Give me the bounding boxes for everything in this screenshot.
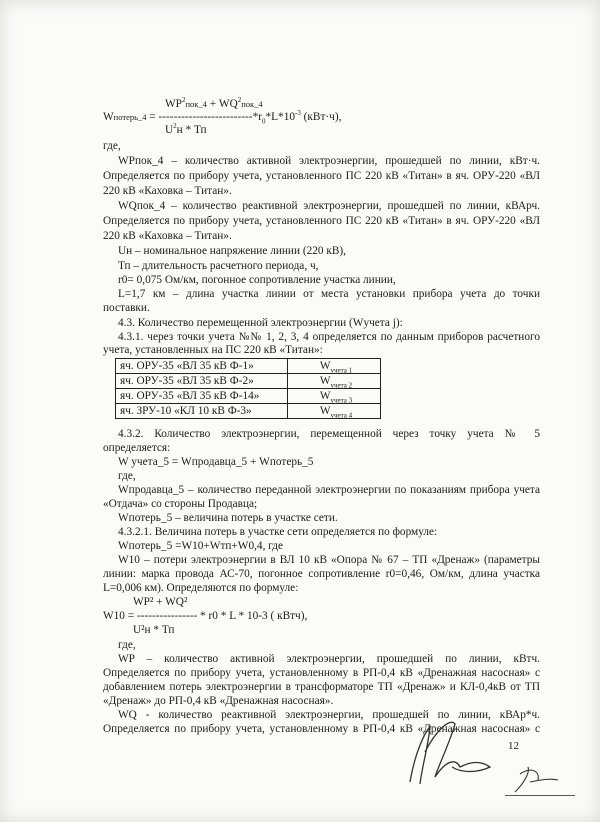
wq-line: Определяется по прибору учета, установленного ПС 220 кВ «Титан» в яч. ОРУ-220 «ВЛ	[103, 215, 540, 227]
cell: яч. ОРУ-35 «ВЛ 35 кВ Ф-14»	[116, 389, 288, 404]
wp-line: Определяется по прибору учета, установленного ПС 220 кВ «Титан» в яч. ОРУ-220 «ВЛ	[103, 170, 540, 182]
f2-tail: * r0 * L * 10-3 ( кВтч),	[197, 610, 308, 622]
w: W	[319, 389, 331, 402]
w: W	[319, 374, 331, 387]
w-sub: учета 2	[330, 380, 353, 389]
f1-lhs: W	[103, 111, 114, 123]
where-label: где,	[103, 140, 121, 152]
wprod-def: «Отдача» со стороны Продавца;	[103, 498, 258, 510]
cell: яч. ЗРУ-10 «КЛ 10 кВ Ф-3»	[116, 404, 288, 419]
f2-lhs: W10 =	[103, 610, 137, 622]
f1-tsub: 0	[262, 117, 266, 126]
table-row	[116, 389, 381, 404]
f2-line	[103, 610, 540, 623]
f1-plus: +	[206, 98, 219, 110]
section-4-3: 4.3. Количество перемещенной электроэнергии (Wучета j):	[118, 317, 403, 329]
f1-tail3: (кВт·ч),	[300, 111, 342, 123]
w10-def: L=0,006 км). Определяются по формуле:	[103, 582, 299, 594]
wp-line: WPпок_4 – количество активной электроэнергии, прошедшей по линии, кВт·ч.	[118, 155, 540, 167]
f1-b: WQ	[218, 98, 238, 110]
w-sub: учета 4	[330, 410, 353, 419]
r0-def: r0= 0,075 Ом/км, погонное сопротивление участка линии,	[118, 274, 396, 286]
section-4-3-1: 4.3.1. через точки учета №№ 1, 2, 3, 4 определяется по данным приборов расчетного	[118, 331, 540, 343]
l-def: поставки.	[103, 302, 150, 314]
f2-numerator: WP² + WQ²	[133, 596, 188, 608]
w: W	[319, 359, 331, 372]
wp2-def: «Дренаж» до РП-0,4 кВ «Дренажная насосная».	[103, 695, 334, 707]
f1-sup: 2	[181, 96, 186, 105]
w: W	[319, 404, 331, 417]
table-row	[116, 404, 381, 419]
f1-a: WP	[165, 98, 182, 110]
w10-def: W10 – потери электроэнергии в ВЛ 10 кВ «Опора № 67 – ТП «Дренаж» (параметры	[118, 554, 540, 566]
wprod-def: Wпродавца_5 – количество переданной электроэнергии по показаниям прибора учета	[118, 484, 540, 496]
wp2-def: добавлением потерь электроэнергии в трансформаторе ТП «Дренаж» и КЛ-0,4кВ от ТП	[103, 681, 540, 693]
tp-def: Тп – длительность расчетного периода, ч,	[118, 260, 319, 272]
formula-wucheta5: W учета_5 = Wпродавца_5 + Wпотерь_5	[118, 456, 314, 468]
wq-line: 220 кВ «Каховка – Титан».	[103, 230, 232, 242]
f1-bar: -------------------------	[158, 111, 253, 123]
section-4-3-2-1: 4.3.2.1. Величина потерь в участке сети определяется по формуле:	[118, 526, 438, 538]
f1-eq: =	[146, 111, 159, 123]
f2-denominator: U²н * Тп	[133, 624, 175, 636]
where-label: где,	[118, 470, 136, 482]
f1-den: U	[165, 124, 174, 136]
l-def: L=1,7 км – длина участка линии от места установки прибора учета до точки	[118, 288, 540, 300]
w-sub: учета 1	[330, 365, 353, 374]
signatures	[380, 712, 580, 802]
f1-den2: н * Тп	[176, 124, 207, 136]
wp-line: 220 кВ «Каховка – Титан».	[103, 185, 232, 197]
f1-lhs-sub: потерь_4	[113, 112, 147, 122]
page-number: 12	[508, 740, 519, 752]
f1-tail: *r	[252, 111, 262, 123]
section-4-3-2: определяется:	[103, 442, 171, 454]
f1-bsub: пок_4	[241, 99, 263, 109]
footer-line	[505, 795, 575, 796]
formula-wpoter5: Wпотерь_5 =W10+Wтп+W0,4, где	[118, 540, 284, 552]
wp2-def: WP – количество активной электроэнергии, прошедшей по линии, кВтч.	[118, 653, 540, 665]
table-row	[116, 374, 381, 389]
cell: яч. ОРУ-35 «ВЛ 35 кВ Ф-1»	[116, 359, 288, 374]
w-sub: учета 3	[330, 395, 353, 404]
un-def: Uн – номинальное напряжение линии (220 кВ),	[118, 245, 346, 257]
wpot-def: Wпотерь_5 – величина потерь в участке сети.	[118, 512, 338, 524]
metering-table	[115, 358, 381, 419]
where-label: где,	[118, 639, 136, 651]
f1-tail2: *L*10	[265, 111, 295, 123]
wq2-def: Определяется по прибору учета, установленному в РП-0,4 кВ «Дренажная насосная» с	[103, 723, 540, 735]
signature-1	[410, 722, 490, 784]
f1-dsup: 2	[173, 122, 177, 131]
table-row	[116, 359, 381, 374]
f1-asub: пок_4	[185, 99, 207, 109]
wq-line: WQпок_4 – количество реактивной электроэнергии, прошедшей по линии, кВАрч.	[118, 200, 540, 212]
section-4-3-1: учета, установленных на ПС 220 кВ «Титан»:	[103, 344, 323, 356]
f1-tsup: -3	[295, 109, 301, 118]
f1-sup2: 2	[237, 96, 242, 105]
signature-2	[515, 767, 558, 792]
wq2-def: WQ - количество реактивной электроэнергии, прошедшей по линии, кВАр*ч.	[118, 709, 540, 721]
section-4-3-2: 4.3.2. Количество электроэнергии, перемещенной через точку учета № 5	[118, 428, 540, 440]
w10-def: линии: марка провода АС-70, погонное сопротивление r0=0,46, Ом/км, длина участка	[103, 568, 540, 580]
wp2-def: Определяется по прибору учета, установленному в РП-0,4 кВ «Дренажная насосная» с	[103, 667, 540, 679]
cell: яч. ОРУ-35 «ВЛ 35 кВ Ф-2»	[116, 374, 288, 389]
f2-bar: ----------------	[136, 610, 198, 622]
